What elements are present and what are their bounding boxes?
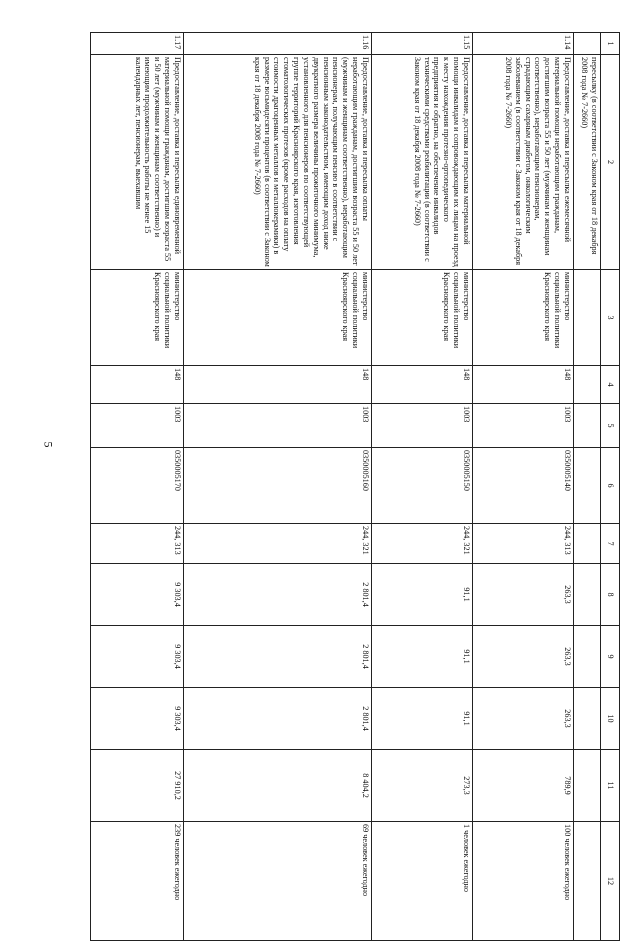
row-value-year2: 263,3 [473,626,574,688]
row-code-grbs: 148 [184,366,372,404]
col-header: 3 [601,270,620,366]
row-number: 1.17 [91,33,184,55]
row-organization: министерство социальной политики Красноярского края [473,270,574,366]
row-value-year2: 91,1 [372,626,473,688]
row-code-section: 1003 [473,404,574,448]
col-header: 4 [601,366,620,404]
col-header: 5 [601,404,620,448]
col-header: 2 [601,55,620,270]
cell-empty [574,404,601,448]
cell-empty [574,524,601,564]
row-code-target: 0350005160 [184,448,372,524]
row-code-expense-type: 244, 313 [473,524,574,564]
row-number: 1.16 [184,33,372,55]
cell-empty [574,448,601,524]
document-sheet [90,32,620,900]
row-number: 1.15 [372,33,473,55]
row-code-target: 0350005170 [91,448,184,524]
row-description: Предоставление, доставка и пересылка ежемесячной материальной помощи неработающим гражданам, достигшим возраста 55 и 50 лет (мужчинам и женщинам соответственно), неработающим пенсионерам, страдающим сахарным диабетом, онкологическим заболеванием (в соответствии с Законом края от 18 декабря 2008 года № 7-2660) [473,55,574,270]
row-code-grbs: 148 [372,366,473,404]
row-code-grbs: 148 [473,366,574,404]
row-result: 100 человек ежегодно [473,822,574,941]
continuation-row [574,33,601,941]
col-header: 1 [601,33,620,55]
row-value-year2: 9 303,4 [91,626,184,688]
table-row [473,33,574,941]
row-number: 1.14 [473,33,574,55]
budget-table [90,32,620,941]
cell-empty [574,366,601,404]
row-value-year3: 91,1 [372,688,473,750]
row-value-total: 27 910,2 [91,750,184,822]
cell-empty [574,564,601,626]
cell-empty [574,822,601,941]
row-value-year1: 9 303,4 [91,564,184,626]
page-number: 5 [41,441,56,448]
row-code-expense-type: 244, 321 [372,524,473,564]
row-value-year1: 263,3 [473,564,574,626]
table-row [372,33,473,941]
row-result: 239 человек ежегодно [91,822,184,941]
col-header: 8 [601,564,620,626]
row-code-section: 1003 [91,404,184,448]
row-description: Предоставление, доставка и пересылка материальной помощи инвалидам и сопровождающим их лицам на проезд к месту нахождения протезно-ортопедического предприятия и обратно, на обеспечение инвалидов техническими средствами реабилитации (в соответствии с Законом края от 18 декабря 2008 года № 7-2660) [372,55,473,270]
cell-empty [574,33,601,55]
row-description: Предоставление, доставка и пересылка единовременной материальной помощи гражданам, достигшим возраста 55 и 50 лет (мужчинам и женщинам соответственно) и имеющим продолжительность работы не менее 15 календарных лет, пенсионерам, выехавшим [91,55,184,270]
rotated-table-frame [90,32,620,900]
row-value-total: 789,9 [473,750,574,822]
col-header: 6 [601,448,620,524]
cell-empty [574,688,601,750]
col-header: 12 [601,822,620,941]
row-code-target: 0350005150 [372,448,473,524]
col-header: 11 [601,750,620,822]
row-result: 1 человек ежегодно [372,822,473,941]
row-code-section: 1003 [372,404,473,448]
row-organization: министерство социальной политики Красноярского края [372,270,473,366]
row-code-grbs: 148 [91,366,184,404]
table-row [91,33,184,941]
table-row [184,33,372,941]
row-value-year1: 91,1 [372,564,473,626]
row-code-target: 0350005140 [473,448,574,524]
cell-empty [574,626,601,688]
header-row [601,33,620,941]
col-header: 10 [601,688,620,750]
cell-empty [574,270,601,366]
row-value-total: 273,3 [372,750,473,822]
row-value-year1: 2 801,4 [184,564,372,626]
row-organization: министерство социальной политики Красноярского края [91,270,184,366]
row-code-expense-type: 244, 313 [91,524,184,564]
col-header: 7 [601,524,620,564]
row-code-section: 1003 [184,404,372,448]
col-header: 9 [601,626,620,688]
row-value-year3: 2 801,4 [184,688,372,750]
row-value-year2: 2 801,4 [184,626,372,688]
row-organization: министерство социальной политики Красноярского края [184,270,372,366]
row-value-total: 8 404,2 [184,750,372,822]
row-value-year3: 263,3 [473,688,574,750]
row-result: 69 человек ежегодно [184,822,372,941]
cell-empty [574,750,601,822]
continuation-text: пересылку (в соответствии с Законом края от 18 декабря 2008 года № 7-2660) [574,55,601,270]
row-description: Предоставление, доставка и пересылка оплаты неработающим гражданам, достигшим возраста 55 и 50 лет (мужчинам и женщинам соответственно), неработающим пенсионерам, получающим пенсию в соответствии с пенсионным законодательством, имеющим доход ниже двукратного размера величины прожиточного минимума, установленного для пенсионеров по соответствующей группе территорий Красноярского края, изготовления стоматологических протезов (кроме расходов на оплату стоимости драгоценных металлов и металлокерамики) в размере восьмидесяти процентов (в соответствии с Законом края от 18 декабря 2008 года № 7-2660) [184,55,372,270]
row-code-expense-type: 244, 321 [184,524,372,564]
row-value-year3: 9 303,4 [91,688,184,750]
